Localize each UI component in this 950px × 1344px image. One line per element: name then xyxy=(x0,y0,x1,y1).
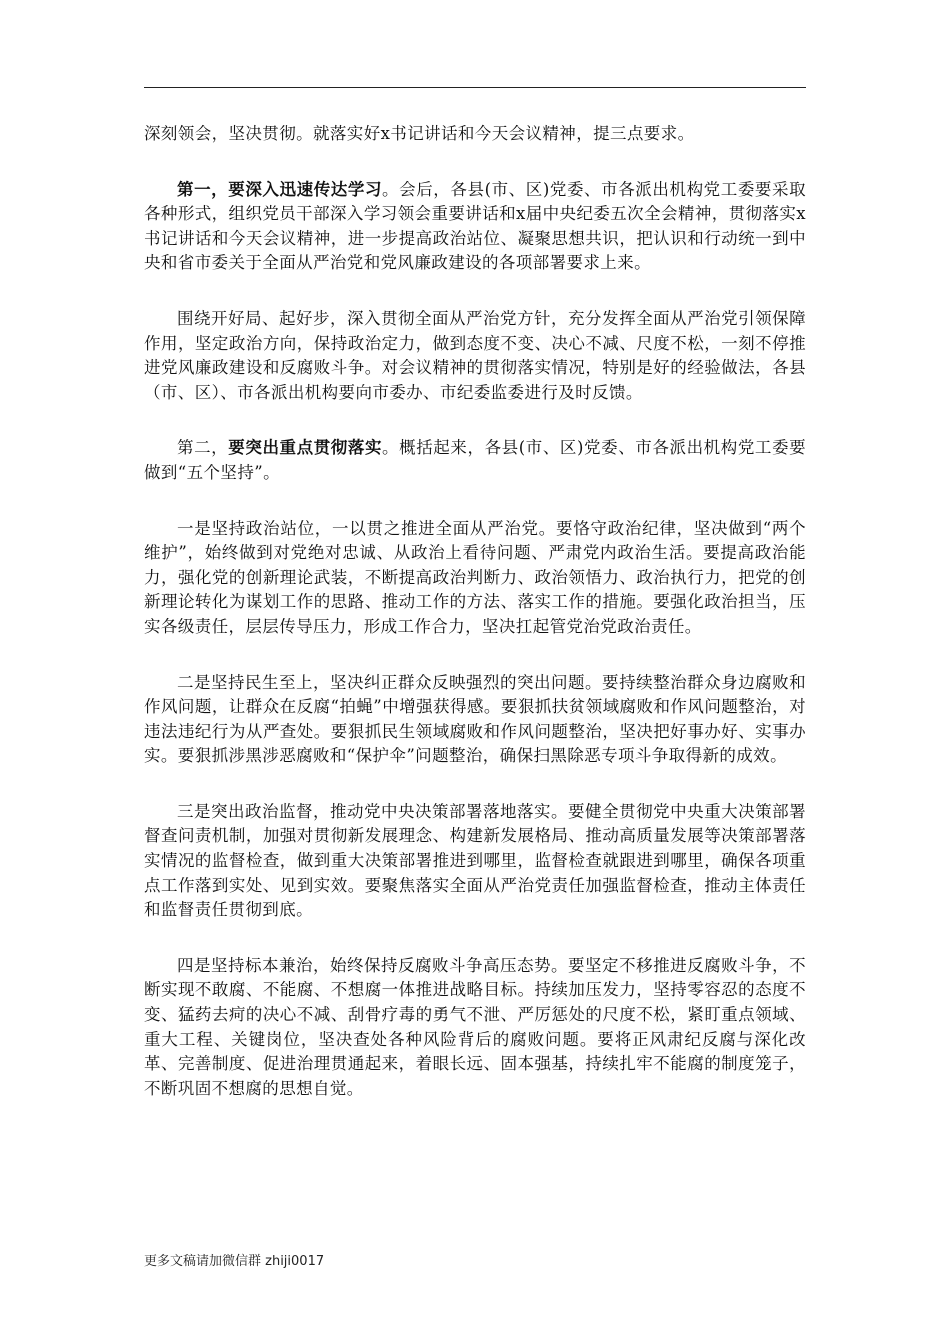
paragraph-5 xyxy=(144,517,806,640)
paragraph-6 xyxy=(144,671,806,769)
paragraph-text: 围绕开好局、起好步，深入贯彻全面从严治党方针，充分发挥全面从严治党引领保障作用，坚定政治方向，保持政治定力，做到态度不变、决心不减、尺度不松，一刻不停推进党风廉政建设和反腐败斗争。对会议精神的贯彻落实情况，特别是好的经验做法，各县（市、区）、市各派出机构要向市委办、市纪委监委进行及时反馈。 xyxy=(144,308,806,402)
paragraph-lead: 第一，要深入迅速传达学习 xyxy=(177,179,383,199)
paragraph-text: 三是突出政治监督，推动党中央决策部署落地落实。要健全贯彻党中央重大决策部署督查问责机制，加强对贯彻新发展理念、构建新发展格局、推动高质量发展等决策部署落实情况的监督检查，做到重大决策部署推进到哪里，监督检查就跟进到哪里，确保各项重点工作落到实处、见到实效。要聚焦落实全面从严治党责任加强监督检查，推动主体责任和监督责任贯彻到底。 xyxy=(144,801,806,920)
paragraph-text: 深刻领会，坚决贯彻。就落实好x书记讲话和今天会议精神，提三点要求。 xyxy=(144,124,695,143)
paragraph-4 xyxy=(144,436,806,485)
paragraph-prefix: 第二， xyxy=(177,438,229,458)
paragraph-text: 二是坚持民生至上，坚决纠正群众反映强烈的突出问题。要持续整治群众身边腐败和作风问题，让群众在反腐“拍蝇”中增强获得感。要狠抓扶贫领域腐败和作风问题整治，对违法违纪行为从严查处。要狠抓民生领域腐败和作风问题整治，坚决把好事办好、实事办实。要狠抓涉黑涉恶腐败和“保护伞”问题整治，确保扫黑除恶专项斗争取得新的成效。 xyxy=(144,672,806,766)
paragraph-8 xyxy=(144,954,806,1102)
paragraph-lead: 要突出重点贯彻落实 xyxy=(228,438,383,458)
paragraph-1 xyxy=(144,122,806,147)
footer-note: 更多文稿请加微信群 zhiji0017 xyxy=(144,1254,325,1269)
paragraph-text: 四是坚持标本兼治，始终保持反腐败斗争高压态势。要坚定不移推进反腐败斗争，不断实现不敢腐、不能腐、不想腐一体推进战略目标。持续加压发力，坚持零容忍的态度不变、猛药去疴的决心不减、刮骨疗毒的勇气不泄、严厉惩处的尺度不松，紧盯重点领域、重大工程、关键岗位，坚决查处各种风险背后的腐败问题。要将正风肃纪反腐与深化改革、完善制度、促进治理贯通起来，着眼长远、固本强基，持续扎牢不能腐的制度笼子，不断巩固不想腐的思想自觉。 xyxy=(144,955,806,1098)
paragraph-3 xyxy=(144,307,806,405)
paragraph-text: 。概括起来，各县(市、区)党委、市各派出机构党工委要做到“五个坚持”。 xyxy=(144,438,806,482)
paragraph-7 xyxy=(144,800,806,923)
paragraph-text: 。会后，各县(市、区)党委、市各派出机构党工委要采取各种形式，组织党员干部深入学习领会重要讲话和x届中央纪委五次全会精神，贯彻落实x书记讲话和今天会议精神，进一步提高政治站位、凝聚思想共识，把认识和行动统一到中央和省市委关于全面从严治党和党风廉政建设的各项部署要求上来。 xyxy=(144,179,806,273)
document-body xyxy=(144,122,806,1132)
paragraph-text: 一是坚持政治站位，一以贯之推进全面从严治党。要恪守政治纪律，坚决做到“两个维护”，始终做到对党绝对忠诚、从政治上看待问题、严肃党内政治生活。要提高政治能力，强化党的创新理论武装，不断提高政治判断力、政治领悟力、政治执行力，把党的创新理论转化为谋划工作的思路、推动工作的方法、落实工作的措施。要强化政治担当，压实各级责任，层层传导压力，形成工作合力，坚决扛起管党治党政治责任。 xyxy=(144,518,806,636)
paragraph-2 xyxy=(144,178,806,276)
header-rule xyxy=(144,87,806,88)
